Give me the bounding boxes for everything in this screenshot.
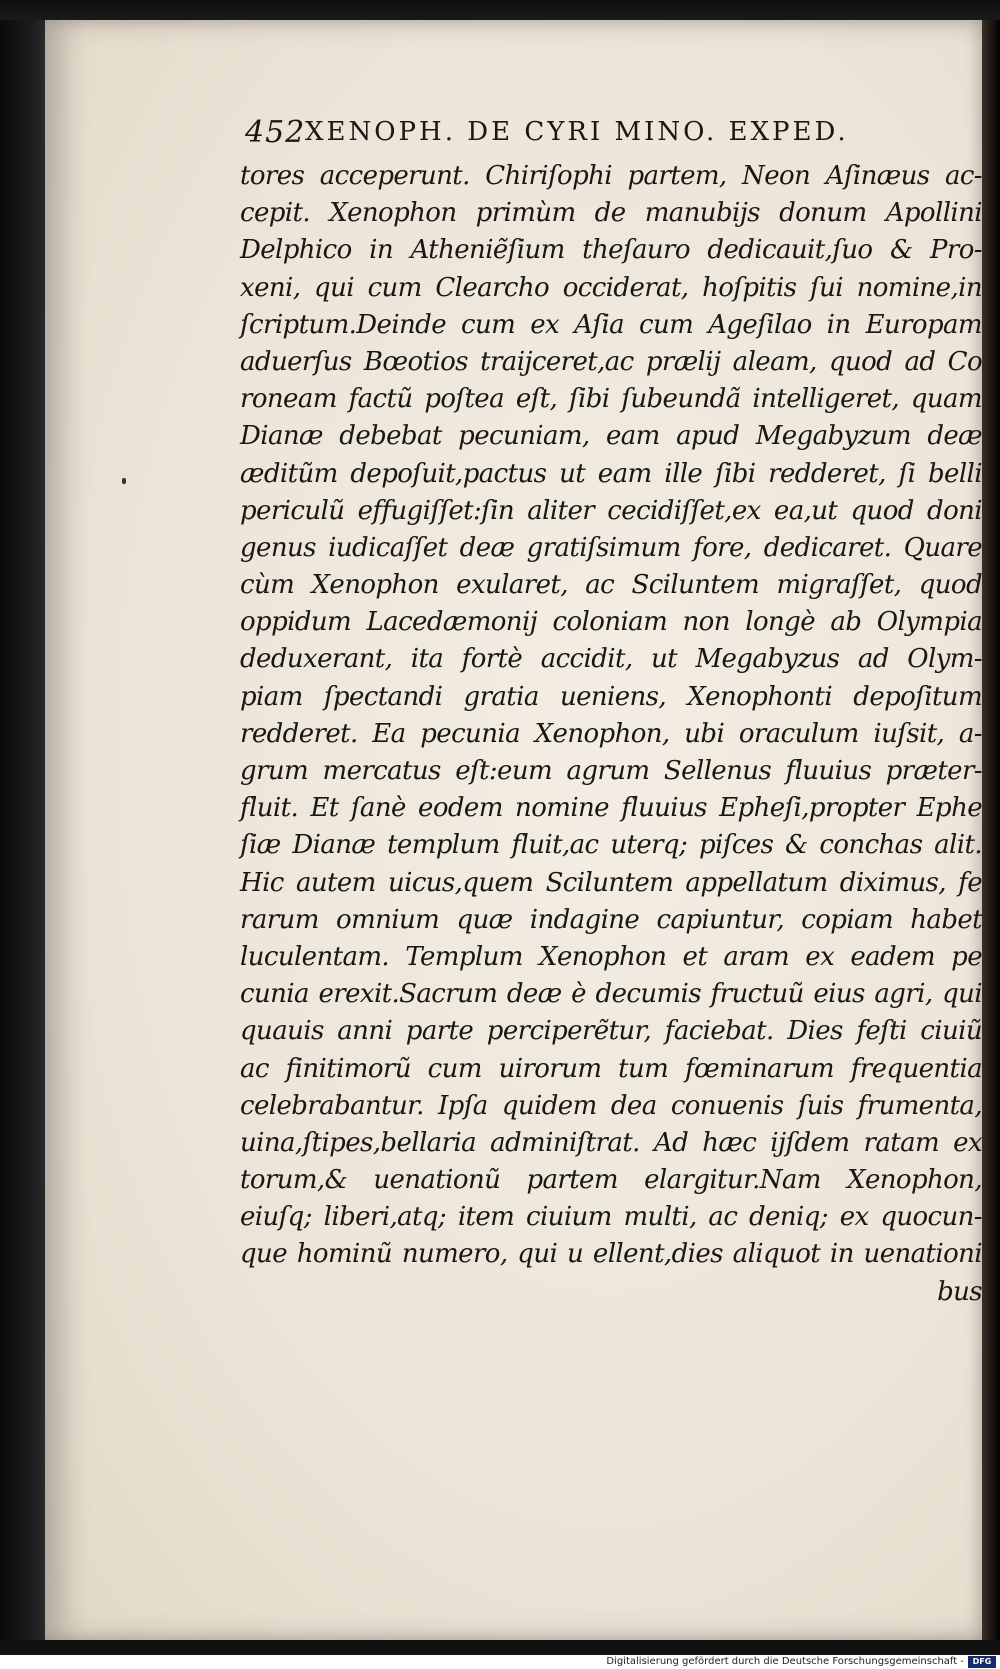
body-text	[240, 158, 982, 1311]
dfg-logo-icon: DFG	[968, 1656, 996, 1668]
text-line: uina,ſtipes,bellaria adminiſtrat. Ad hæc ijſdem ratam ex	[240, 1127, 982, 1158]
text-line: torum,& uenationũ partem elargitur.Nam Xenophon,	[240, 1165, 982, 1196]
page-right-edge	[982, 20, 1000, 1640]
text-line: cunia erexit.Sacrum deæ è decumis fructuũ eius agri, qui	[240, 979, 982, 1010]
text-line: deduxerant, ita fortè accidit, ut Megabyzus ad Olym-	[240, 644, 982, 675]
paper-speck	[122, 478, 126, 484]
text-line: que hominũ numero, qui u ellent,dies aliquot in uenationi	[240, 1239, 982, 1270]
text-line: eiuſq; liberi,atq; item ciuium multi, ac deniq; ex quocun-	[240, 1202, 982, 1233]
text-line: aduerſus Bœotios traijceret,ac prælij aleam, quod ad Co	[240, 346, 982, 377]
text-line: Delphico in Atheniẽſium theſauro dedicauit,ſuo & Pro-	[240, 235, 982, 266]
book-page	[45, 20, 982, 1640]
running-head-title: XENOPH. DE CYRI MINO. EXPED.	[305, 117, 849, 147]
text-line: cepit. Xenophon primùm de manubijs donum Apollini	[240, 198, 982, 229]
footer-credit: Digitalisierung gefördert durch die Deutsche Forschungsgemeinschaft -	[606, 1656, 964, 1667]
book-top-edge	[0, 0, 1000, 20]
text-line: bus	[937, 1276, 982, 1307]
text-line: redderet. Ea pecunia Xenophon, ubi oraculum iuſsit, a-	[240, 718, 982, 749]
text-line: tores acceperunt. Chiriſophi partem, Neon Aſinæus ac-	[240, 161, 982, 191]
text-line: fluit. Et ſanè eodem nomine fluuius Epheſi,propter Ephe	[240, 793, 982, 824]
text-line: celebrabantur. Ipſa quidem dea conuenis ſuis frumenta,	[240, 1090, 982, 1121]
text-line: Hic autem uicus,quem Sciluntem appellatum diximus, fe	[240, 867, 982, 898]
digitization-footer	[0, 1655, 1000, 1669]
text-line: luculentam. Templum Xenophon et aram ex eadem pe	[240, 941, 982, 972]
page-number: 452	[245, 115, 306, 150]
text-line: genus iudicaſſet deæ gratiſsimum fore, dedicaret. Quare	[240, 532, 982, 563]
text-line: roneam factũ poſtea eſt, ſibi ſubeundã intelligeret, quam	[240, 384, 982, 415]
book-spine-shadow	[0, 20, 45, 1640]
text-line: æditũm depoſuit,pactus ut eam ille ſibi redderet, ſi belli	[240, 458, 982, 489]
text-line: piam ſpectandi gratia ueniens, Xenophonti depoſitum	[240, 681, 982, 712]
text-line: ſiæ Dianæ templum fluit,ac uterq; piſces & conchas alit.	[240, 830, 982, 861]
text-line: Dianæ debebat pecuniam, eam apud Megabyzum deæ	[240, 421, 982, 452]
text-line: cùm Xenophon exularet, ac Sciluntem migraſſet, quod	[240, 570, 982, 601]
text-line: ac finitimorũ cum uirorum tum fœminarum frequentia	[240, 1053, 982, 1084]
text-line: quauis anni parte perciperẽtur, faciebat. Dies feſti ciuiũ	[240, 1016, 982, 1047]
text-line: grum mercatus eſt:eum agrum Sellenus fluuius præter-	[240, 756, 982, 786]
text-line: xeni, qui cum Clearcho occiderat, hoſpitis ſui nomine,in	[240, 272, 982, 303]
book-bottom-edge	[0, 1640, 1000, 1655]
text-line: periculũ effugiſſet:ſin aliter cecidiſſet,ex ea,ut quod doni	[240, 495, 982, 526]
text-line: ſcriptum.Deinde cum ex Aſia cum Ageſilao in Europam	[240, 309, 982, 340]
text-line: rarum omnium quæ indagine capiuntur, copiam habet	[240, 904, 982, 935]
text-line: oppidum Lacedæmonij coloniam non longè ab Olympia	[240, 607, 982, 638]
running-head	[245, 115, 945, 155]
